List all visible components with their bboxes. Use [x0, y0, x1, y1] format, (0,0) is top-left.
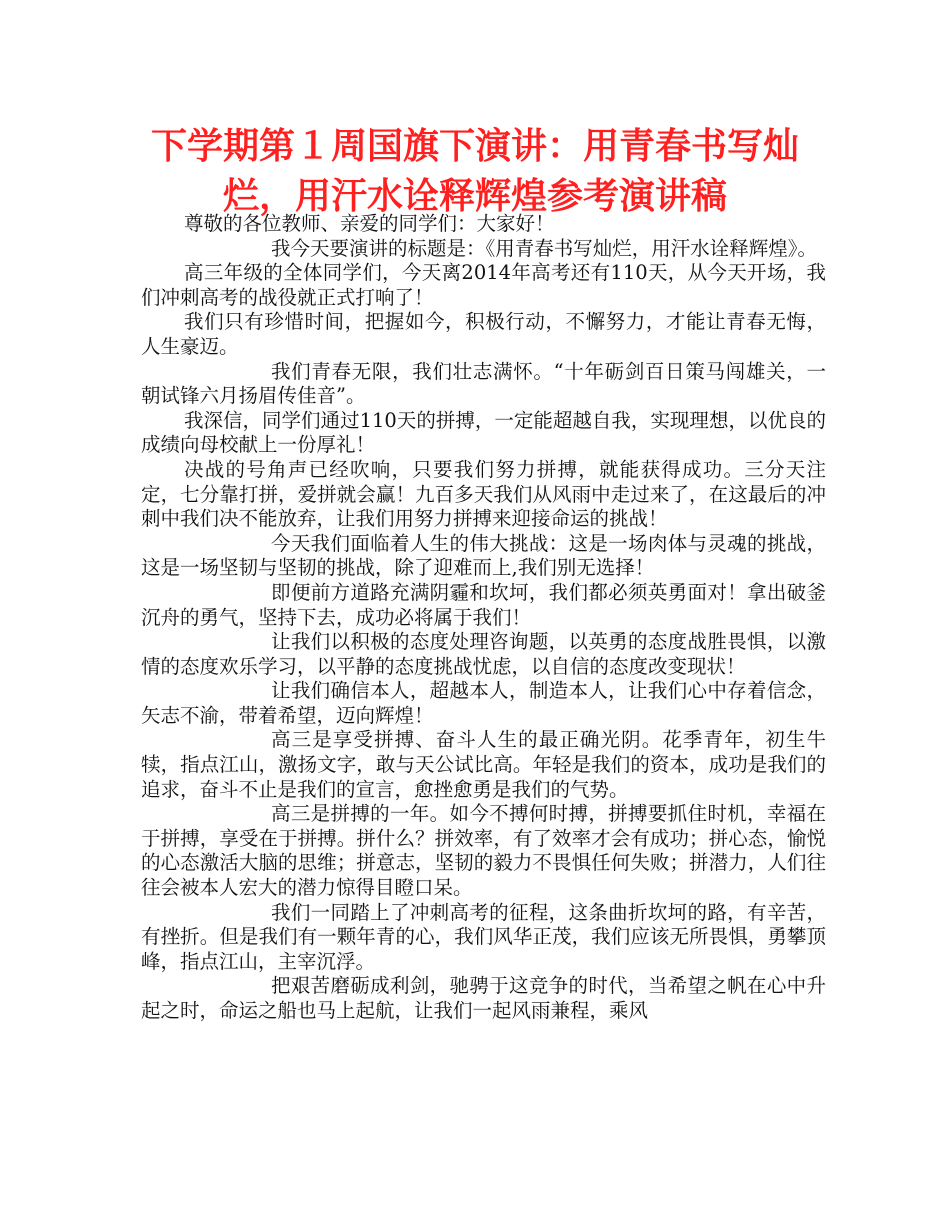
paragraph: 我深信，同学们通过110天的拼搏，一定能超越自我，实现理想，以优良的成绩向母校献上一份厚礼！ — [141, 408, 826, 457]
paragraph: 我们青春无限，我们壮志满怀。“十年砺剑百日策马闯雄关，一朝试锋六月扬眉传佳音”。 — [141, 359, 826, 408]
paragraph: 决战的号角声已经吹响，只要我们努力拼搏，就能获得成功。三分天注定，七分靠打拼，爱拼就会赢！九百多天我们从风雨中走过来了，在这最后的冲刺中我们决不能放弃，让我们用努力拼搏来迎接命运的挑战！ — [141, 457, 826, 531]
paragraph: 让我们以积极的态度处理咨询题，以英勇的态度战胜畏惧，以激情的态度欢乐学习，以平静的态度挑战忧虑，以自信的态度改变现状！ — [141, 630, 826, 678]
paragraph-greeting: 尊敬的各位教师、亲爱的同学们：大家好！ — [184, 212, 555, 235]
paragraph: 让我们确信本人，超越本人，制造本人，让我们心中存着信念，矢志不渝，带着希望，迈向辉煌！ — [141, 679, 826, 727]
paragraph: 高三是拼搏的一年。如今不搏何时搏，拼搏要抓住时机，幸福在于拼搏，享受在于拼搏。拼什么？拼效率，有了效率才会有成功；拼心态，愉悦的心态激活大脑的思维；拼意志，坚韧的毅力不畏惧任何失败；拼潜力，人们往往会被本人宏大的潜力惊得目瞪口呆。 — [141, 802, 826, 900]
paragraph: 即便前方道路充满阴霾和坎坷，我们都必须英勇面对！拿出破釜沉舟的勇气，坚持下去，成功必将属于我们！ — [141, 580, 826, 629]
paragraph: 我们只有珍惜时间，把握如今，积极行动，不懈努力，才能让青春无悔，人生豪迈。 — [141, 310, 826, 358]
document-title: 下学期第１周国旗下演讲：用青春书写灿烂，用汗水诠释辉煌参考演讲稿 — [150, 126, 799, 217]
document-body — [141, 212, 826, 1024]
paragraph: 把艰苦磨砺成利剑，驰骋于这竞争的时代，当希望之帆在心中升起之时，命运之船也马上起航，让我们一起风雨兼程，乘风 — [141, 974, 826, 1022]
paragraph: 我今天要演讲的标题是：《用青春书写灿烂，用汗水诠释辉煌》。 — [271, 236, 818, 260]
paragraph: 高三是享受拼搏、奋斗人生的最正确光阴。花季青年，初生牛犊，指点江山，激扬文字，敢与天公试比高。年轻是我们的资本，成功是我们的追求，奋斗不止是我们的宣言，愈挫愈勇是我们的气势。 — [141, 728, 826, 801]
paragraph: 我们一同踏上了冲刺高考的征程，这条曲折坎坷的路，有辛苦，有挫折。但是我们有一颗年青的心，我们风华正茂，我们应该无所畏惧，勇攀顶峰，指点江山，主宰沉浮。 — [141, 900, 826, 973]
paragraph: 高三年级的全体同学们，今天离2014年高考还有110天，从今天开场，我们冲刺高考的战役就正式打响了！ — [141, 261, 826, 309]
paragraph: 今天我们面临着人生的伟大挑战：这是一场肉体与灵魂的挑战，这是一场坚韧与坚韧的挑战，除了迎难而上,我们别无选择！ — [141, 531, 826, 580]
